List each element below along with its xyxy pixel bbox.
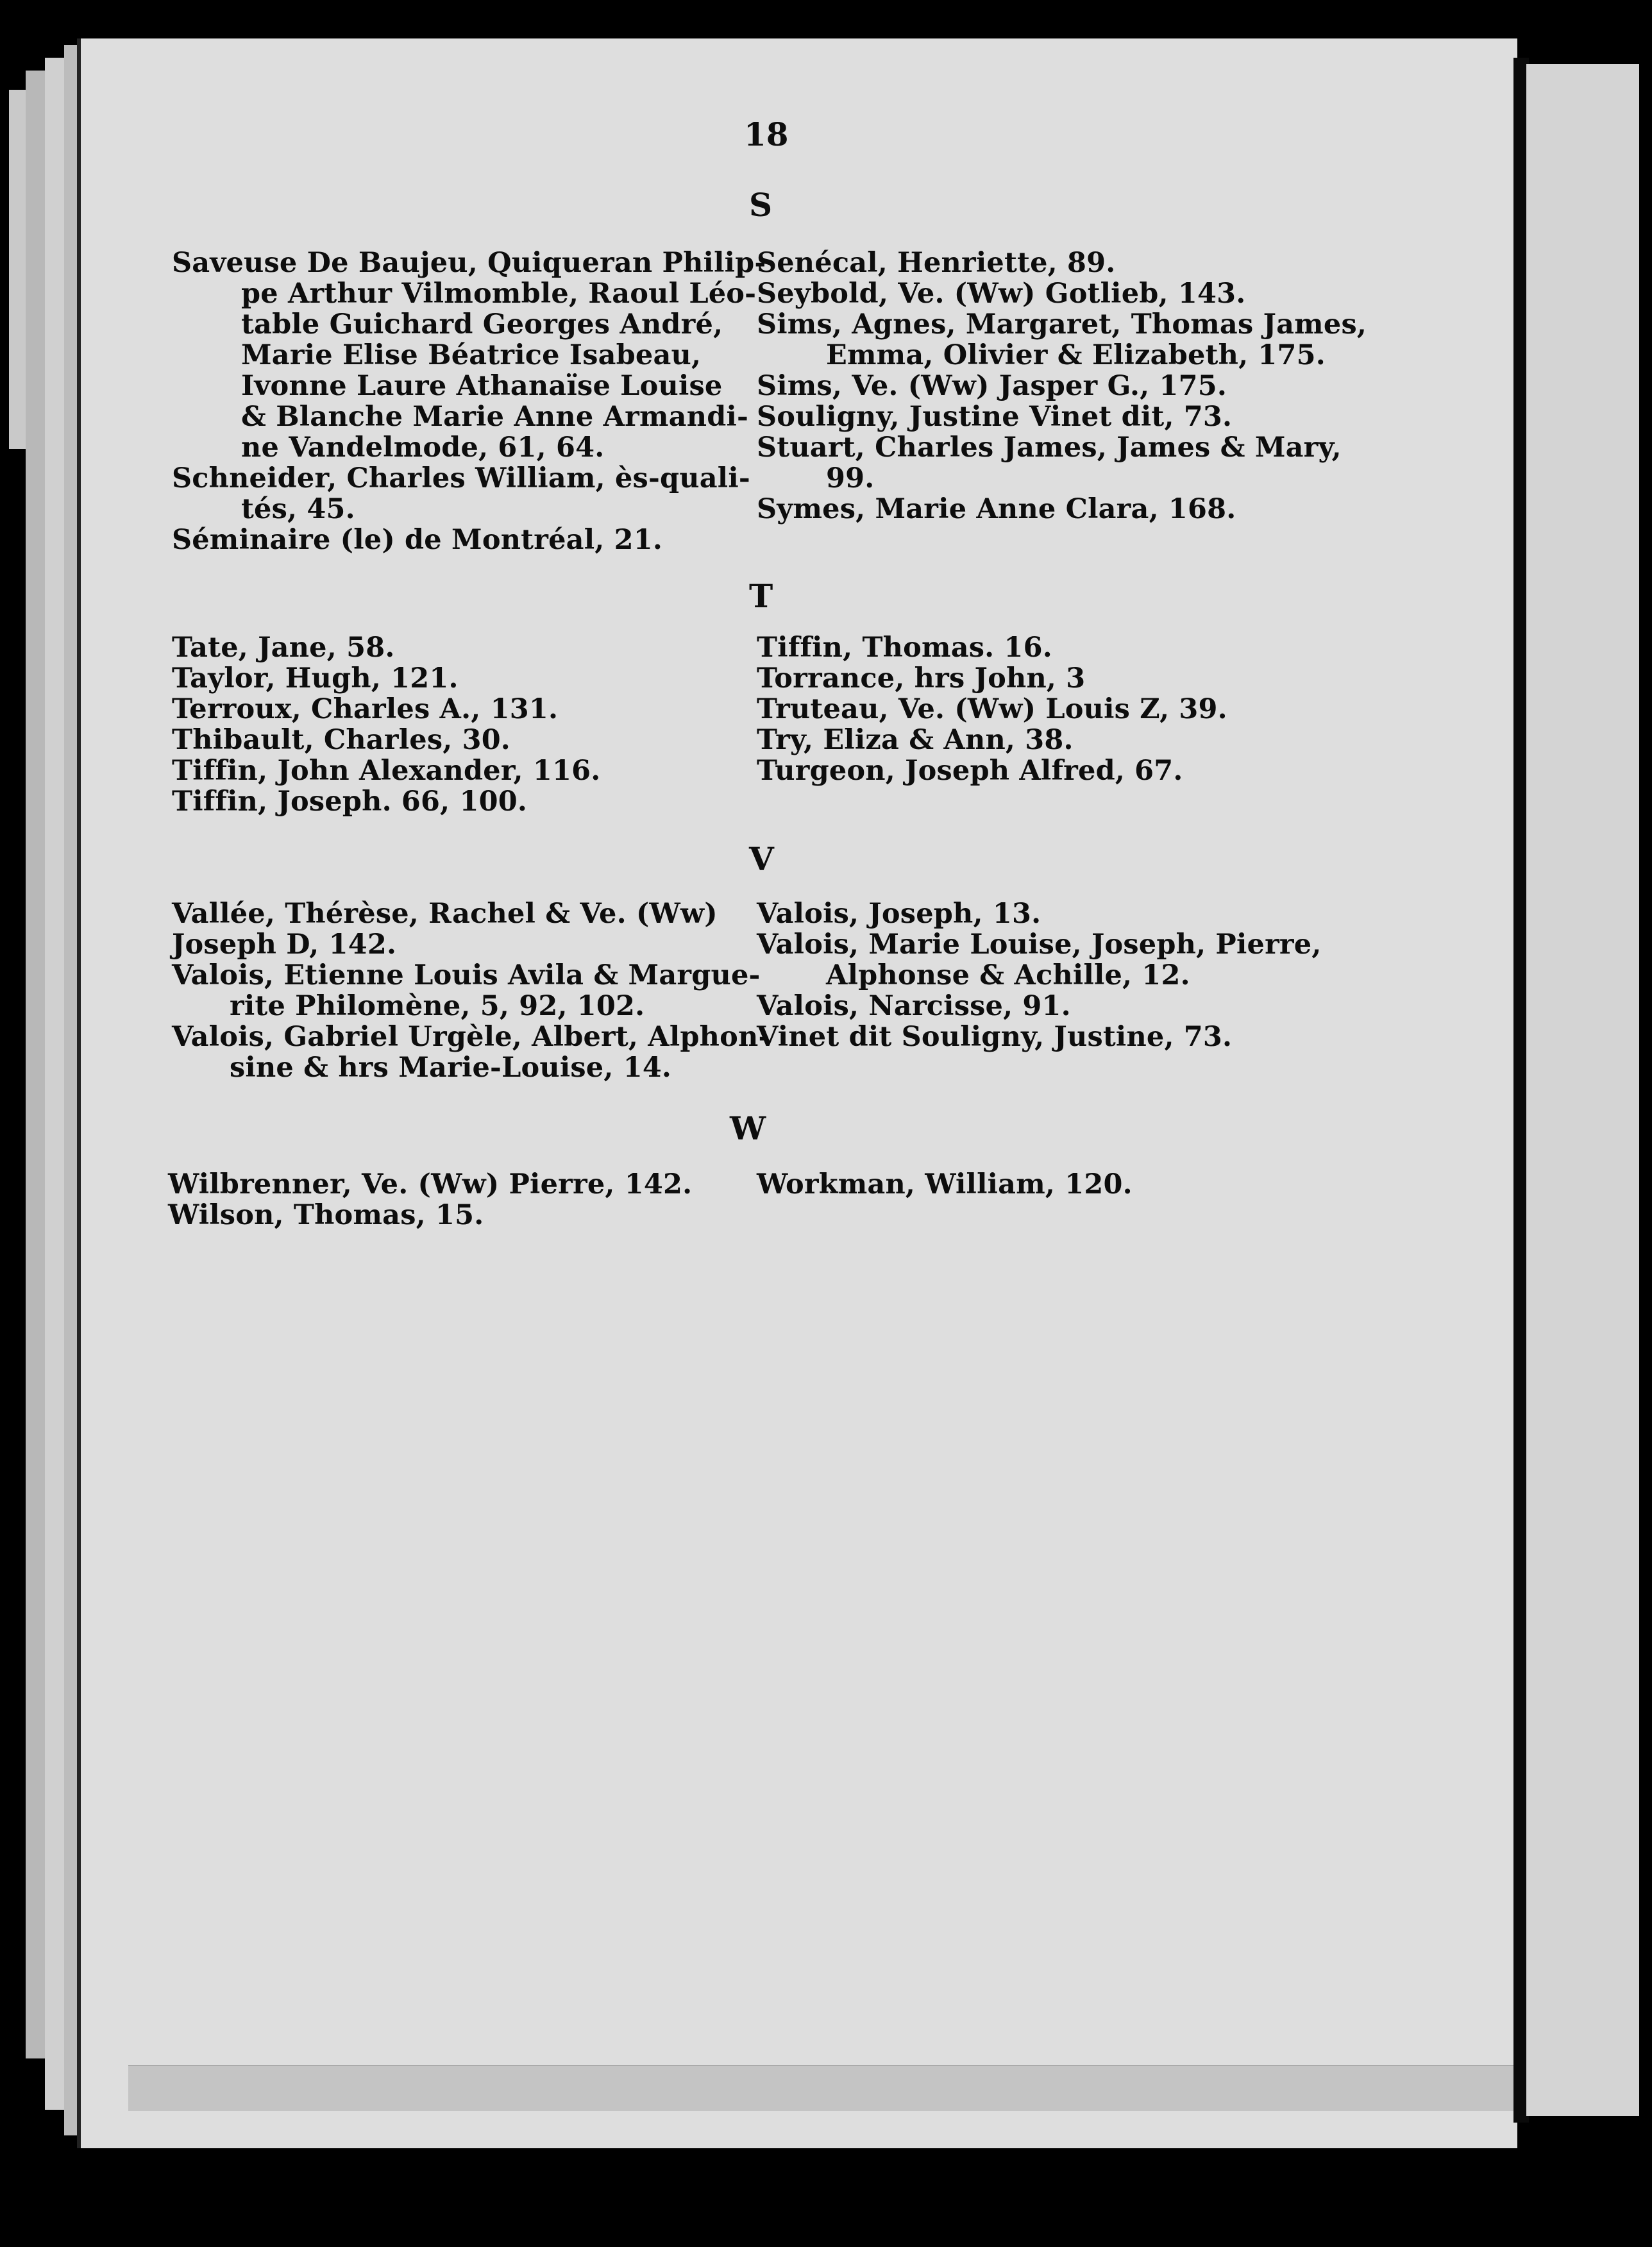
index-entry-continued: pe Arthur Vilmomble, Raoul Léo- bbox=[241, 278, 757, 310]
index-entry: Truteau, Ve. (Ww) Louis Z, 39. bbox=[757, 693, 1227, 725]
facing-page-strip bbox=[1526, 64, 1639, 2116]
index-entry: Schneider, Charles William, ès-quali- bbox=[172, 462, 750, 494]
index-entry: Sims, Agnes, Margaret, Thomas James, bbox=[757, 308, 1367, 341]
index-entry: Tiffin, Joseph. 66, 100. bbox=[172, 786, 528, 818]
index-entry: Thibault, Charles, 30. bbox=[172, 724, 510, 756]
section-letter-t: T bbox=[749, 577, 773, 615]
index-entry: Seybold, Ve. (Ww) Gotlieb, 143. bbox=[757, 278, 1246, 310]
index-entry: Tiffin, Thomas. 16. bbox=[757, 632, 1052, 664]
index-entry: Torrance, hrs John, 3 bbox=[757, 662, 1086, 694]
index-entry: Taylor, Hugh, 121. bbox=[172, 662, 459, 694]
index-entry-continued: table Guichard Georges André, bbox=[241, 308, 723, 341]
index-entry: Terroux, Charles A., 131. bbox=[172, 693, 559, 725]
index-entry: Valois, Narcisse, 91. bbox=[757, 990, 1071, 1022]
index-entry: Stuart, Charles James, James & Mary, bbox=[757, 432, 1342, 464]
index-entry: Senécal, Henriette, 89. bbox=[757, 247, 1116, 279]
index-entry-continued: 99. bbox=[826, 462, 875, 494]
section-letter-v: V bbox=[749, 840, 774, 878]
section-letter-w: W bbox=[730, 1109, 766, 1147]
index-entry-continued: sine & hrs Marie-Louise, 14. bbox=[230, 1052, 672, 1084]
page-number: 18 bbox=[744, 115, 789, 153]
index-entry: Valois, Marie Louise, Joseph, Pierre, bbox=[757, 929, 1322, 961]
index-entry: Séminaire (le) de Montréal, 21. bbox=[172, 524, 662, 556]
index-entry: Valois, Etienne Louis Avila & Margue- bbox=[172, 959, 761, 991]
index-entry: Wilson, Thomas, 15. bbox=[168, 1199, 484, 1231]
index-entry: Symes, Marie Anne Clara, 168. bbox=[757, 493, 1236, 525]
index-entry-continued: tés, 45. bbox=[241, 493, 355, 525]
index-entry-continued: & Blanche Marie Anne Armandi- bbox=[241, 401, 749, 433]
index-entry-continued: ne Vandelmode, 61, 64. bbox=[241, 432, 605, 464]
index-entry-continued: Ivonne Laure Athanaïse Louise bbox=[241, 370, 723, 402]
index-entry-continued: Joseph D, 142. bbox=[172, 929, 397, 961]
section-letter-s: S bbox=[749, 186, 773, 224]
index-entry: Souligny, Justine Vinet dit, 73. bbox=[757, 401, 1233, 433]
index-entry-continued: Emma, Olivier & Elizabeth, 175. bbox=[826, 339, 1326, 371]
index-entry: Tiffin, John Alexander, 116. bbox=[172, 755, 601, 787]
index-entry: Valois, Joseph, 13. bbox=[757, 898, 1041, 930]
index-entry-continued: Marie Elise Béatrice Isabeau, bbox=[241, 339, 702, 371]
index-entry: Wilbrenner, Ve. (Ww) Pierre, 142. bbox=[168, 1168, 693, 1200]
index-entry: Valois, Gabriel Urgèle, Albert, Alphon- bbox=[172, 1021, 770, 1053]
index-entry: Vallée, Thérèse, Rachel & Ve. (Ww) bbox=[172, 898, 718, 930]
index-entry: Saveuse De Baujeu, Quiqueran Philip- bbox=[172, 247, 766, 279]
page-bottom-edge bbox=[128, 2065, 1513, 2111]
index-entry: Try, Eliza & Ann, 38. bbox=[757, 724, 1074, 756]
index-entry: Turgeon, Joseph Alfred, 67. bbox=[757, 755, 1183, 787]
index-entry-continued: rite Philomène, 5, 92, 102. bbox=[230, 990, 645, 1022]
index-entry: Tate, Jane, 58. bbox=[172, 632, 395, 664]
index-entry-continued: Alphonse & Achille, 12. bbox=[826, 959, 1190, 991]
index-entry: Sims, Ve. (Ww) Jasper G., 175. bbox=[757, 370, 1227, 402]
index-entry: Vinet dit Souligny, Justine, 73. bbox=[757, 1021, 1233, 1053]
index-entry: Workman, William, 120. bbox=[757, 1168, 1133, 1200]
